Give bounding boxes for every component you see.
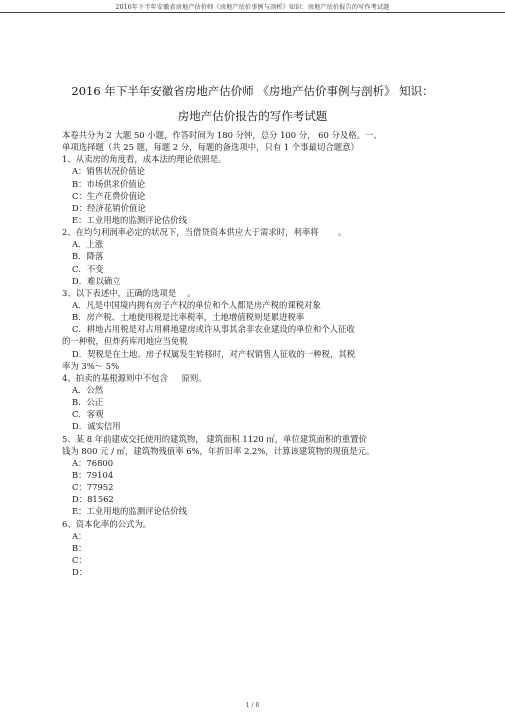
question-option: B：79104 [72,469,114,480]
document-title-line-2: 房地产估价报告的写作考试题 [177,109,328,123]
question-option: B： [72,542,87,553]
question-stem: 3、以下表述中，正确的选项是 。 [62,287,196,298]
question-option: C：77952 [72,482,114,493]
question-stem: 4、拍卖的基根源则中不包含 原则。 [62,372,207,383]
header-divider [0,12,505,13]
question-option: A：76800 [72,457,114,468]
question-stem: 2、在均匀利润率必定的状况下，当借贷资本供应大于需求时，利率将 。 [62,227,347,238]
question-option-continued: 的一种税，但炸药库用地应当免税 [62,336,188,347]
question-option: A．上涨 [72,239,104,250]
question-option: C．客观 [72,409,104,420]
question-option: C： [72,554,87,565]
question-option: B．降落 [72,251,104,262]
question-option-continued: 率为 3%～ 5% [62,360,120,371]
document-title-line-1: 2016 年下半年安徽省房地产估价师 《房地产估价事例与剖析》 知识： [71,84,434,98]
question-option: D：经济花销价值论 [72,202,146,213]
question-stem: 6、资本化率的公式为。 [62,518,152,529]
question-option: A：销售状况价值论 [72,166,146,177]
question-option: B．房产税、土地使用税是比率税率，土地增值税则是累进税率 [72,312,305,323]
running-header: 2016年下半年安徽省房地产估价师《房地产估价事例与剖析》知识：房地产估价报告的写作考试题 [115,4,390,11]
question-stem: 1、从卖房的角度看，成本法的理论依照是。 [62,154,227,165]
question-option: D：81562 [72,494,114,505]
question-option: D．难以确立 [72,275,121,286]
question-option: B．公正 [72,397,104,408]
intro-line: 单项选择题（共 25 题，每题 2 分，每题的备选项中，只有 1 个事最切合题意） [62,142,359,153]
page-number: 1 / 8 [245,702,260,709]
question-option: D．契税是在土地、房子权属发生转移时，对产权销售人征收的一种税，其税 [72,348,356,359]
question-option: D．诚实信用 [72,421,121,432]
question-stem-continued: 钱为 800 元 / ㎡，建筑物残值率 6%，年折旧率 2.2%，计算该建筑物的现值是元。 [62,445,375,456]
question-option: C．不变 [72,263,104,274]
question-option: A．凡是中国境内拥有房子产权的单位和个人都是房产税的课税对象 [72,299,321,310]
question-option: E：工业用地的监测评论估价线 [72,506,187,517]
question-option: A．公然 [72,384,104,395]
intro-line: 本卷共分为 2 大题 50 小题，作答时间为 180 分钟，总分 100 分， 60 分及格。一、 [62,130,382,140]
question-option: E：工业用地的监测评论估价线 [72,214,187,225]
question-stem: 5、某 8 年前建成交托使用的建筑物， 建筑面积 1120 ㎡，单位建筑面积的重置价 [62,433,367,444]
question-option: C：生产花费价值论 [72,190,146,201]
question-option: C．耕地占用税是对占用耕地建房或许从事其余非农业建设的单位和个人征收 [72,324,355,335]
question-option: B：市场供求价值论 [72,178,146,189]
question-option: A： [72,530,87,541]
document-body [62,129,502,578]
question-option: D： [72,567,88,578]
